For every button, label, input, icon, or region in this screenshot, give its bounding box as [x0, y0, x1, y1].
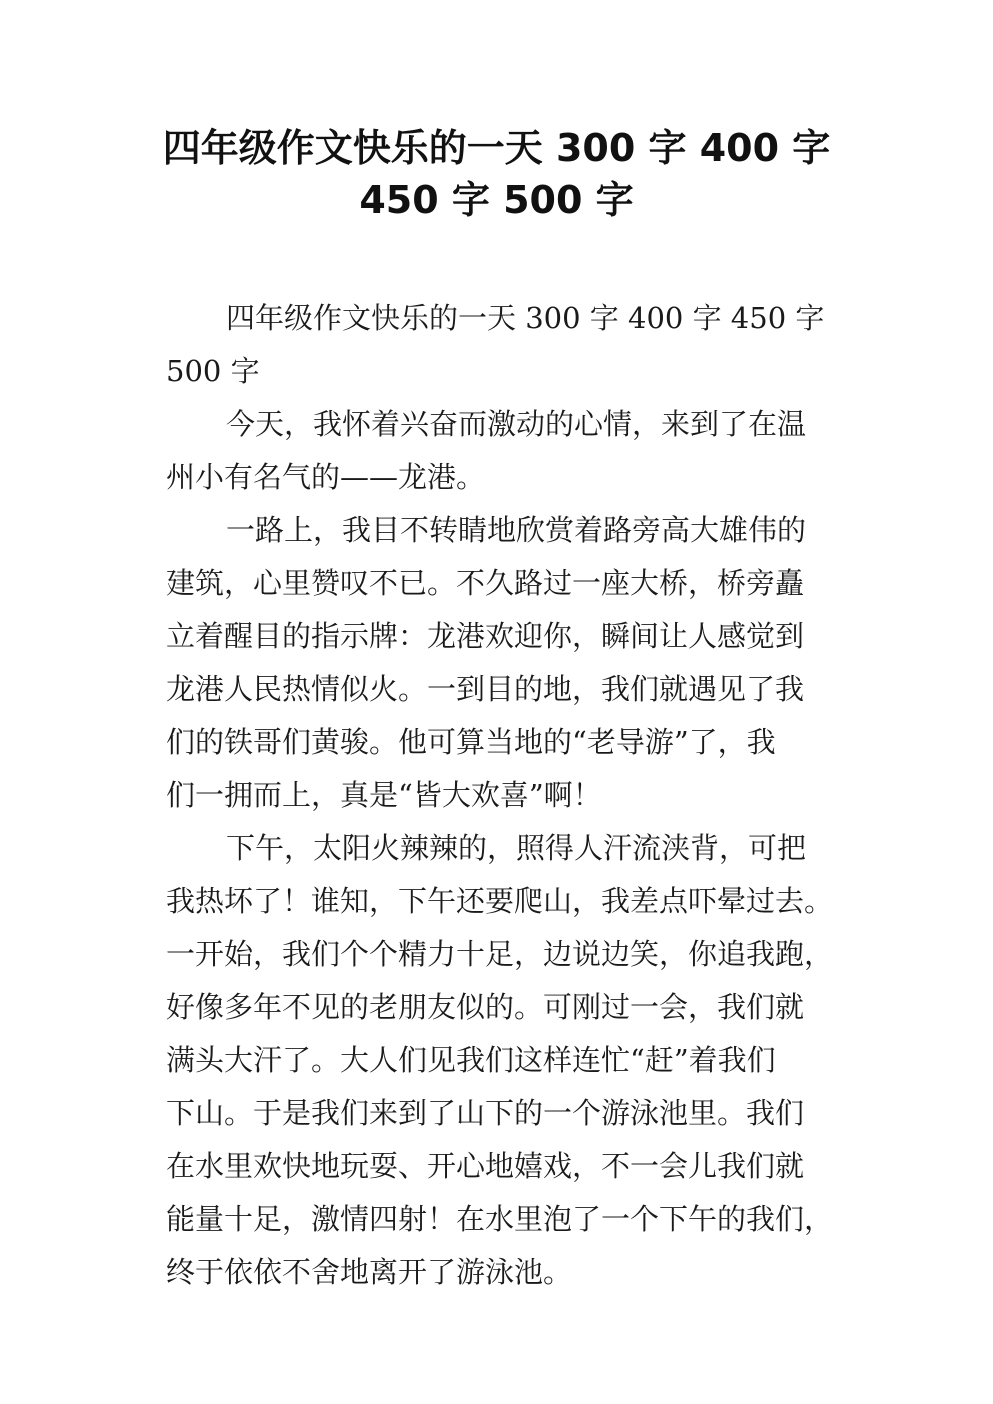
text-line: 一开始，我们个个精力十足，边说边笑，你追我跑， — [166, 937, 834, 971]
title-line-1: 四年级作文快乐的一天 300 字 400 字 — [162, 126, 831, 170]
document-body — [166, 292, 846, 1299]
text-line: 一路上，我目不转睛地欣赏着路旁高大雄伟的 — [226, 513, 807, 547]
text-line: 在水里欢快地玩耍、开心地嬉戏，不一会儿我们就 — [166, 1149, 805, 1183]
paragraph-1 — [166, 292, 846, 398]
text-line: 下山。于是我们来到了山下的一个游泳池里。我们 — [166, 1096, 805, 1130]
text-line: 们一拥而上，真是“皆大欢喜”啊！ — [166, 778, 602, 812]
text-line: 我热坏了！谁知，下午还要爬山，我差点吓晕过去。 — [166, 884, 834, 918]
paragraph-2 — [166, 398, 846, 504]
text-line: 终于依依不舍地离开了游泳池。 — [166, 1255, 573, 1289]
text-line: 好像多年不见的老朋友似的。可刚过一会，我们就 — [166, 990, 805, 1024]
text-line: 满头大汗了。大人们见我们这样连忙“赶”着我们 — [166, 1043, 776, 1077]
document-title — [140, 122, 853, 226]
text-line: 州小有名气的——龙港。 — [166, 460, 486, 494]
text-line: 500 字 — [166, 354, 260, 388]
text-line: 建筑，心里赞叹不已。不久路过一座大桥，桥旁矗 — [166, 566, 805, 600]
text-line: 立着醒目的指示牌：龙港欢迎你，瞬间让人感觉到 — [166, 619, 805, 653]
text-line: 今天，我怀着兴奋而激动的心情，来到了在温 — [226, 407, 807, 441]
paragraph-4 — [166, 822, 846, 1299]
text-line: 龙港人民热情似火。一到目的地，我们就遇见了我 — [166, 672, 805, 706]
text-line: 四年级作文快乐的一天 300 字 400 字 450 字 — [226, 301, 825, 335]
text-line: 能量十足，激情四射！在水里泡了一个下午的我们， — [166, 1202, 834, 1236]
text-line: 下午，太阳火辣辣的，照得人汗流浃背，可把 — [226, 831, 807, 865]
title-line-2: 450 字 500 字 — [359, 178, 634, 222]
text-line: 们的铁哥们黄骏。他可算当地的“老导游”了，我 — [166, 725, 776, 759]
paragraph-3 — [166, 504, 846, 822]
